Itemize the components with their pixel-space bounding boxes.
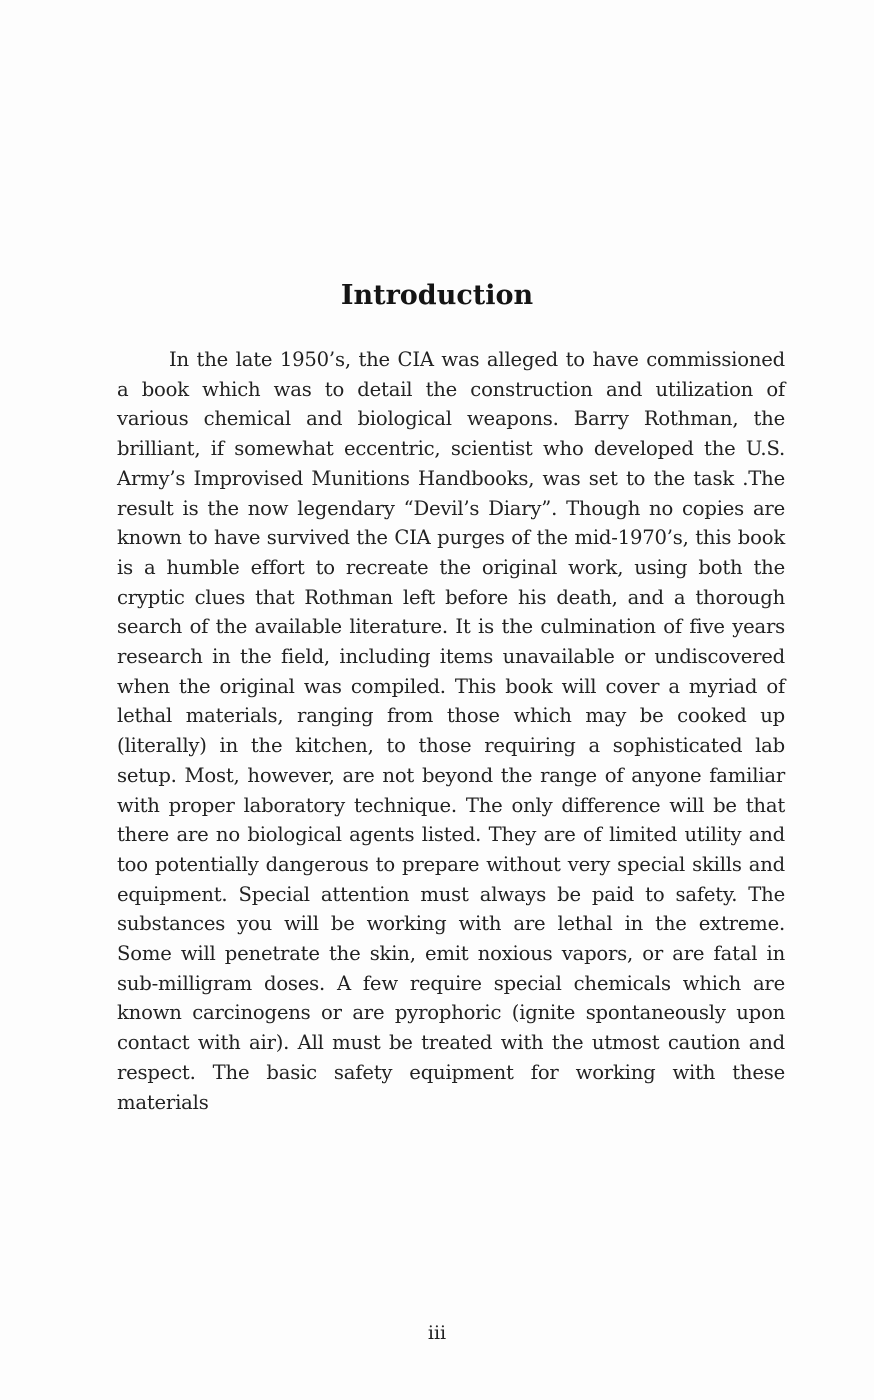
- chapter-title: Introduction: [340, 280, 534, 311]
- page-number: iii: [427, 1322, 447, 1344]
- body-paragraph: In the late 1950’s, the CIA was alleged to have commissioned a book which was to detail the construction and utilization of various chemical and biological weapons. Barry Rothman, the brilliant, if somewhat eccentric, scientist who developed the U.S. Army’s Improvised Munitions Handbooks, was set to the task .The result is the now legendary “Devil’s Diary”. Though no copies are known to have survived the CIA purges of the mid-1970’s, this book is a humble effort to recreate the original work, using both the cryptic clues that Rothman left before his death, and a thorough search of the available literature. It is the culmination of five years research in the field, including items unavailable or undiscovered when the original was compiled. This book will cover a myriad of lethal materials, ranging from those which may be cooked up (literally) in the kitchen, to those requiring a sophisticated lab setup. Most, however, are not beyond the range of anyone familiar with proper laboratory technique. The only difference will be that there are no biological agents listed. They are of limited utility and too potentially dangerous to prepare without very special skills and equipment. Special attention must always be paid to safety. The substances you will be working with are lethal in the extreme. Some will penetrate the skin, emit noxious vapors, or are fatal in sub-milligram doses. A few require special chemicals which are known carcinogens or are pyrophoric (ignite spontaneously upon contact with air). All must be treated with the utmost caution and respect. The basic safety equipment for working with these materials: [117, 348, 785, 1114]
